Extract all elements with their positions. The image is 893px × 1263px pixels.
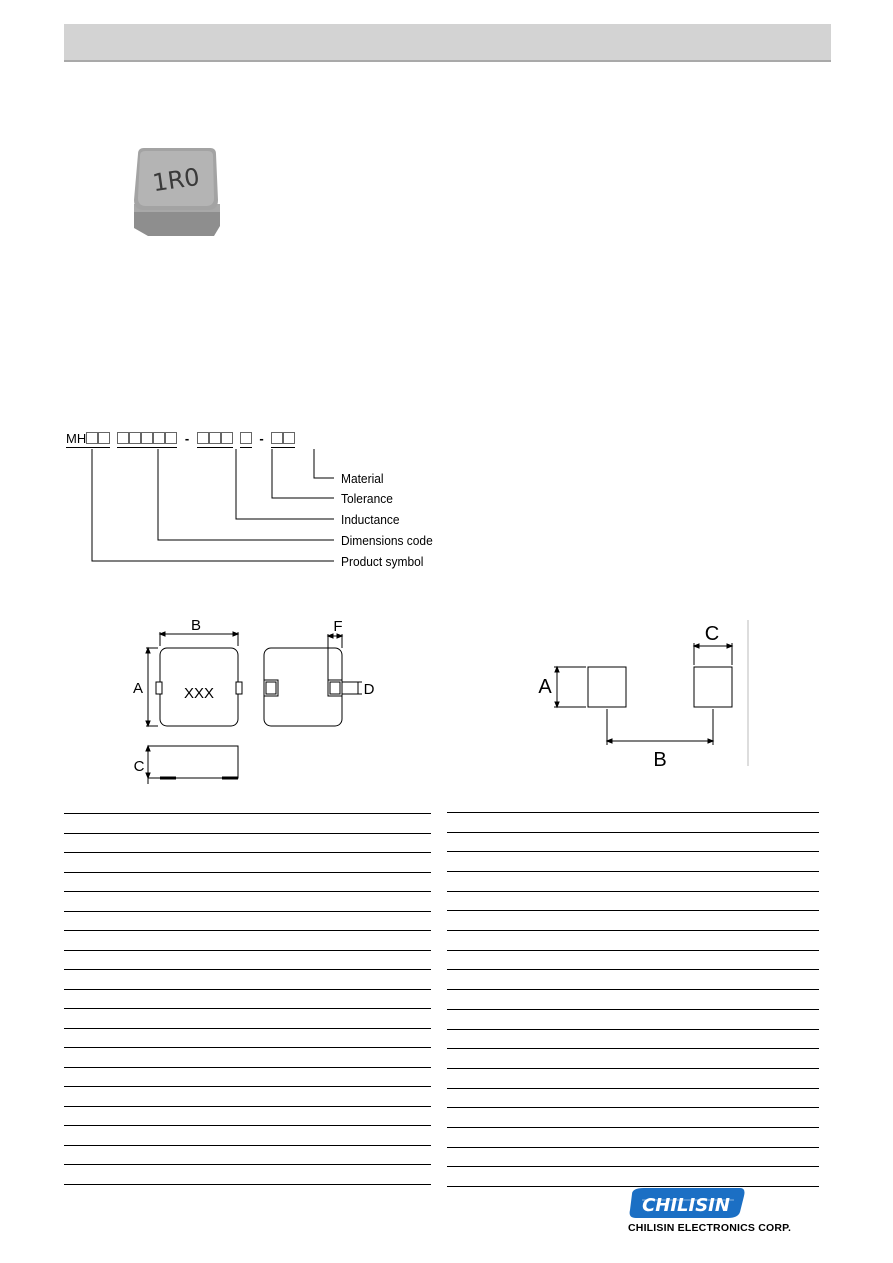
separator-2: - (259, 431, 264, 446)
dim-label-c: C (133, 758, 145, 775)
land-label-a: A (538, 676, 552, 698)
separator-1: - (184, 431, 190, 446)
land-pad-right (694, 667, 732, 707)
dim-label-b: B (190, 617, 202, 634)
logo-text: CHILISIN (642, 1195, 730, 1216)
part-number-prefix: MH (66, 431, 87, 446)
label-inductance: Inductance (341, 512, 400, 527)
label-product-symbol: Product symbol (341, 554, 424, 569)
land-label-c: C (704, 623, 720, 645)
dim-label-a: A (132, 680, 144, 697)
label-dimensions-code: Dimensions code (341, 533, 433, 548)
photo-marking: 1R0 (150, 162, 202, 198)
land-label-b: B (653, 749, 667, 771)
dim-label-d: D (363, 681, 375, 698)
drawing-marking: XXX (183, 685, 215, 702)
land-pad-left (588, 667, 626, 707)
label-material: Material (341, 471, 384, 486)
company-name: CHILISIN ELECTRONICS CORP. (628, 1222, 792, 1234)
dim-label-f: F (333, 618, 343, 635)
label-tolerance: Tolerance (341, 491, 393, 506)
